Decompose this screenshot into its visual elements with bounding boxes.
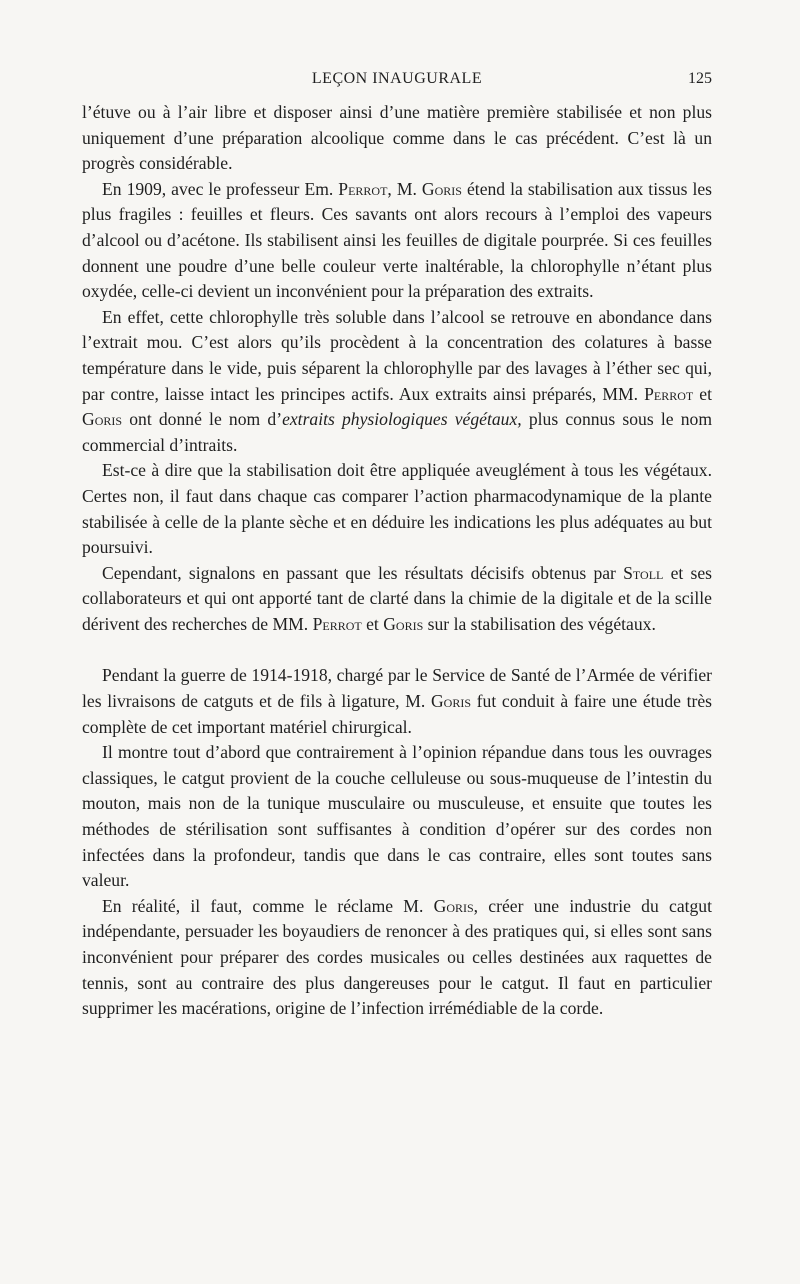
name-stoll: Stoll bbox=[623, 562, 664, 583]
name-perrot: Perrot bbox=[338, 178, 388, 199]
name-perrot: Perrot bbox=[312, 613, 362, 634]
name-goris: Goris bbox=[82, 409, 123, 430]
page-number: 125 bbox=[688, 70, 712, 87]
paragraph-8 bbox=[82, 894, 712, 1022]
italic-term: extraits physiologiques végétaux, bbox=[282, 409, 522, 430]
paragraph-3-text-d: plus connus sous le nom commercial d’intraits. bbox=[82, 409, 712, 455]
name-goris: Goris bbox=[433, 895, 474, 916]
paragraph-3 bbox=[82, 305, 712, 459]
name-perrot: Perrot bbox=[644, 383, 694, 404]
running-title: LEÇON INAUGURALE bbox=[311, 70, 483, 87]
paragraph-3-text-b: et bbox=[693, 383, 712, 404]
body-text bbox=[82, 100, 712, 1022]
paragraph-5-text-b: et ses collaborateurs et qui ont apporté tant de clarté dans la chimie de la digitale et de la scille dérivent des recherches de MM. bbox=[82, 562, 712, 634]
book-page bbox=[82, 60, 712, 1022]
paragraph-7-text: Il montre tout d’abord que contrairement à l’opinion répandue dans tous les ouvrages classiques, le catgut provient de la couche celluleuse ou sous-muqueuse de l’intestin du mouton, mais non de la tunique musculaire ou musculeuse, et ensuite que toutes les méthodes de stérilisation sont suffisantes à condition d’opérer sur des cordes non infectées dans la profondeur, tandis que dans le cas contraire, elles sont toutes sans valeur. bbox=[82, 742, 712, 891]
paragraph-6-text-b: fut conduit à faire une étude très complète de cet important matériel chirurgical. bbox=[82, 691, 712, 737]
paragraph-5-text-a: Cependant, signalons en passant que les résultats décisifs obtenus par bbox=[102, 562, 624, 583]
paragraph-8-text-b: , créer une industrie du catgut indépendante, persuader les boyaudiers de renoncer à des pratiques qui, si elles sont sans inconvénient pour préparer des cordes musicales ou celles destinées aux raquettes de tennis, sont au contraire des plus dangereuses pour le catgut. Il faut en particulier supprimer les macérations, origine de l’infection irrémédiable de la corde. bbox=[82, 895, 712, 1019]
name-goris: Goris bbox=[421, 178, 462, 199]
running-head bbox=[82, 60, 712, 100]
paragraph-6 bbox=[82, 663, 712, 740]
name-goris: Goris bbox=[430, 691, 471, 712]
paragraph-3-text-a: En effet, cette chlorophylle très soluble dans l’alcool se retrouve en abondance dans l’extrait mou. C’est alors qu’ils procèdent à la concentration des colatures à basse température dans le vide, puis séparent la chlorophylle par des lavages à l’éther sec qui, par contre, laisse intact les principes actifs. Aux extraits ainsi préparés, MM. bbox=[82, 306, 712, 404]
paragraph-2-text-a: En 1909, avec le professeur Em. bbox=[102, 178, 339, 199]
paragraph-5-text-c: et bbox=[361, 613, 384, 634]
paragraph-1 bbox=[82, 100, 712, 177]
paragraph-2-text-c: étend la stabilisation aux tissus les plus fragiles : feuilles et fleurs. Ces savants ont alors recours à l’emploi des vapeurs d’alcool ou d’acétone. Ils stabilisent ainsi les feuilles de digitale pourprée. Si ces feuilles donnent une poudre d’une belle couleur verte inaltérable, la chlorophylle n’étant plus oxydée, celle-ci devient un inconvénient pour la préparation des extraits. bbox=[82, 178, 712, 302]
paragraph-3-text-c: ont donné le nom d’ bbox=[122, 409, 283, 430]
paragraph-7 bbox=[82, 740, 712, 894]
paragraph-2 bbox=[82, 177, 712, 305]
paragraph-1-text: l’étuve ou à l’air libre et disposer ainsi d’une matière première stabilisée et non plus uniquement d’une préparation alcoolique comme dans le cas précédent. C’est là un progrès considérable. bbox=[82, 102, 712, 174]
paragraph-5 bbox=[82, 561, 712, 638]
section-gap bbox=[82, 637, 712, 663]
paragraph-6-text-a: Pendant la guerre de 1914-1918, chargé par le Service de Santé de l’Armée de vérifier les livraisons de catguts et de fils à ligature, M. bbox=[82, 665, 712, 712]
paragraph-5-text-d: sur la stabilisation des végétaux. bbox=[423, 613, 656, 634]
paragraph-4 bbox=[82, 458, 712, 560]
paragraph-4-text: Est-ce à dire que la stabilisation doit être appliquée aveuglément à tous les végétaux. Certes non, il faut dans chaque cas comparer l’action pharmacodynamique de la plante stabilisée à celle de la plante sèche et en déduire les indications les plus adéquates au but poursuivi. bbox=[82, 460, 712, 558]
name-goris: Goris bbox=[383, 613, 424, 634]
paragraph-2-text-b: , M. bbox=[387, 178, 422, 199]
paragraph-8-text-a: En réalité, il faut, comme le réclame M. bbox=[102, 895, 434, 916]
